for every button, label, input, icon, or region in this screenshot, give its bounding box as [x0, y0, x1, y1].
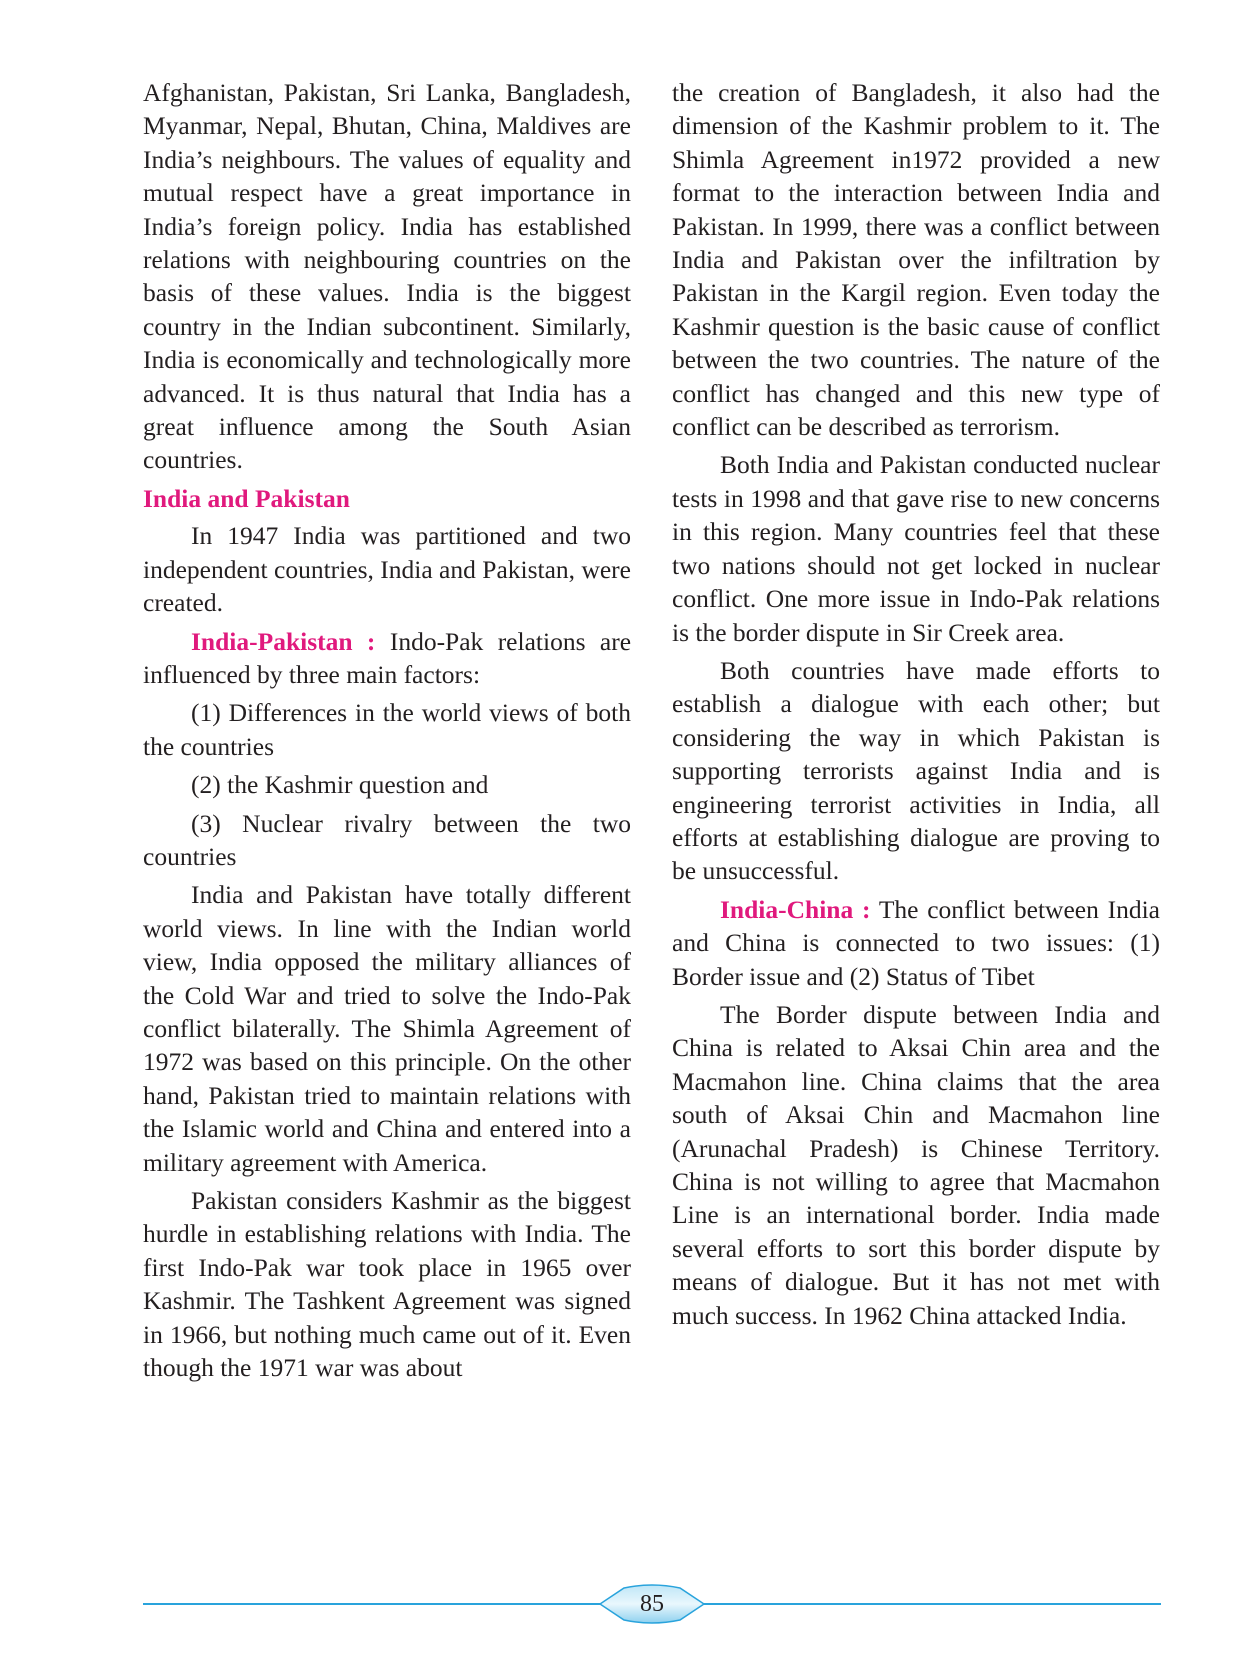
factor-item: (1) Differences in the world views of both the countries [143, 698, 631, 761]
intro-paragraph: Afghanistan, Pakistan, Sri Lanka, Bangladesh, Myanmar, Nepal, Bhutan, China, Maldives are India’s neighbours. The values of equality and mutual respect have a great importance in India’s foreign policy. India has established relations with neighbouring countries on the basis of these values. India is the biggest country in the Indian subcontinent. Similarly, India is economically and technologically more advanced. It is thus natural that India has a great influence among the South Asian countries. [143, 78, 631, 475]
india-china-label: India-China : [720, 894, 871, 924]
dialogue-paragraph: Both countries have made efforts to establish a dialogue with each other; but considering the way in which Pakistan is supporting terrorists against India and is engineering terrorist activities in India, all efforts at establishing dialogue are proving to be unsuccessful. [672, 655, 1160, 886]
india-pakistan-text: Indo-Pak relations are influenced by three main factors: [143, 626, 632, 689]
factor-item: (3) Nuclear rivalry between the two countries [143, 808, 631, 871]
left-column [143, 76, 631, 1389]
kashmir-paragraph: Pakistan considers Kashmir as the biggest hurdle in establishing relations with India. The first Indo-Pak war took place in 1965 over Kashmir. The Tashkent Agreement was signed in 1966, but nothing much came out of it. Even though the 1971 war was about [143, 1186, 631, 1383]
factor-item: (2) the Kashmir question and [191, 770, 489, 800]
world-views-paragraph: India and Pakistan have totally different world views. In line with the Indian world view, India opposed the military alliances of the Cold War and tried to solve the Indo-Pak conflict bilaterally. The Shimla Agreement of 1972 was based on this principle. On the other hand, Pakistan tried to maintain relations with the Islamic world and China and entered into a military agreement with America. [143, 880, 631, 1177]
nuclear-paragraph: Both India and Pakistan conducted nuclear tests in 1998 and that gave rise to new concerns in this region. Many countries feel that these two nations should not get locked in nuclear conflict. One more issue in Indo-Pak relations is the border dispute in Sir Creek area. [672, 450, 1160, 647]
india-pakistan-label: India-Pakistan : [191, 626, 376, 656]
india-pakistan-paragraph [143, 625, 631, 692]
border-paragraph: The Border dispute between India and China is related to Aksai Chin area and the Macmahon line. China claims that the area south of Aksai Chin and Macmahon line (Arunachal Pradesh) is Chinese Territory. China is not willing to agree that Macmahon Line is an international border. India made several efforts to sort this border dispute by means of dialogue. But it has not met with much success. In 1962 China attacked India. [672, 999, 1160, 1330]
india-china-paragraph [672, 893, 1160, 993]
continued-paragraph: the creation of Bangladesh, it also had the dimension of the Kashmir problem to it. The Shimla Agreement in1972 provided a new format to the interaction between India and Pakistan. In 1999, there was a conflict between India and Pakistan over the infiltration by Pakistan in the Kargil region. Even today the Kashmir question is the basic cause of conflict between the two countries. The nature of the conflict has changed and this new type of conflict can be described as terrorism. [672, 78, 1160, 442]
india-china-text: The conflict between India and China is connected to two issues: (1) Border issue and (2) Status of Tibet [672, 894, 1160, 991]
right-column [672, 76, 1160, 1337]
section-heading: India and Pakistan [143, 483, 350, 513]
partition-paragraph: In 1947 India was partitioned and two independent countries, India and Pakistan, were created. [143, 521, 631, 618]
page-number: 85 [640, 1591, 664, 1617]
